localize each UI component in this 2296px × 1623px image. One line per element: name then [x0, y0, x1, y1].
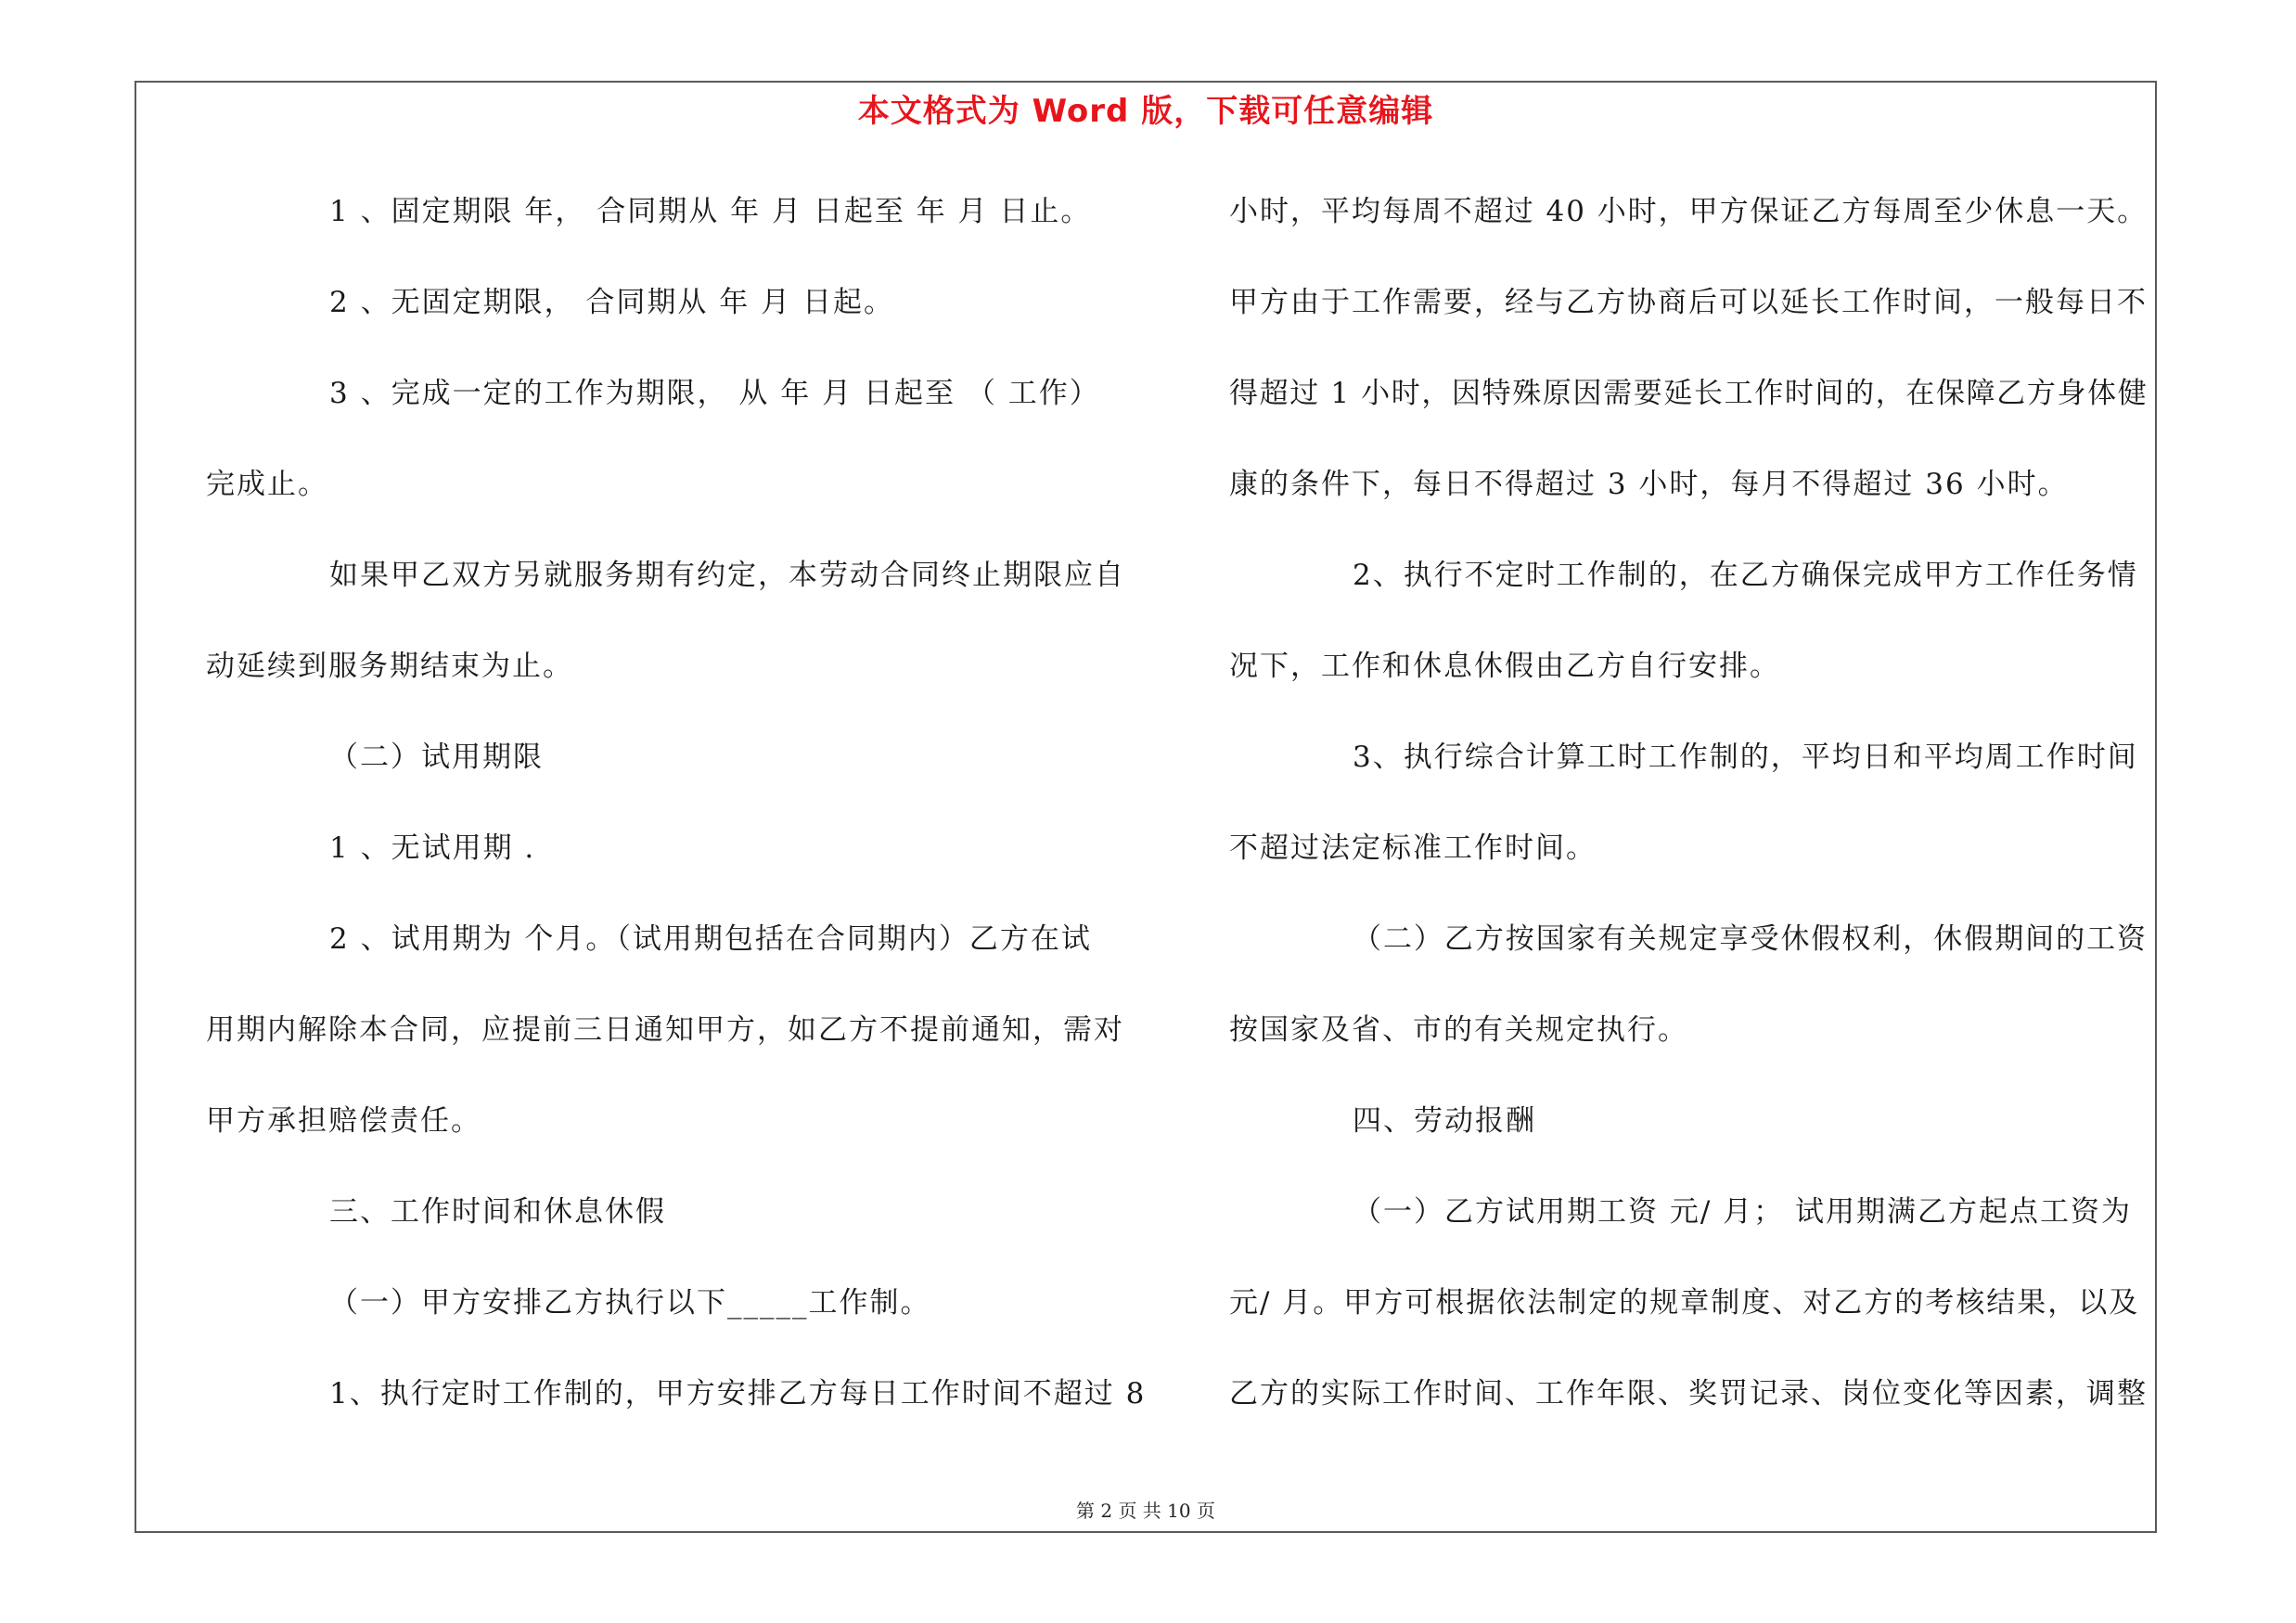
right-paragraph-line: 康的条件下，每日不得超过 3 小时，每月不得超过 36 小时。: [1229, 468, 2069, 501]
right-column: [1229, 184, 2148, 1457]
left-paragraph-line: 完成止。: [206, 468, 328, 501]
left-paragraph-line: （一）甲方安排乙方执行以下_____工作制。: [329, 1286, 931, 1320]
right-paragraph-line: 小时，平均每周不超过 40 小时，甲方保证乙方每周至少休息一天。: [1229, 195, 2148, 228]
left-paragraph-line: （二）试用期限: [329, 741, 544, 774]
left-paragraph-line: 甲方承担赔偿责任。: [206, 1104, 481, 1138]
right-paragraph-line: （一）乙方试用期工资 元/ 月； 试用期满乙方起点工资为: [1353, 1195, 2133, 1229]
right-paragraph-line: 3、执行综合计算工时工作制的，平均日和平均周工作时间: [1353, 741, 2138, 774]
left-paragraph-line: 2 、无固定期限， 合同期从 年 月 日起。: [329, 286, 894, 319]
right-paragraph-line: 得超过 1 小时，因特殊原因需要延长工作时间的，在保障乙方身体健: [1229, 377, 2148, 410]
right-paragraph-line: （二）乙方按国家有关规定享受休假权利，休假期间的工资: [1353, 922, 2148, 956]
left-paragraph-line: 1 、固定期限 年， 合同期从 年 月 日起至 年 月 日止。: [329, 195, 1092, 228]
right-paragraph-line: 四、劳动报酬: [1353, 1104, 1536, 1138]
right-paragraph-line: 2、执行不定时工作制的，在乙方确保完成甲方工作任务情: [1353, 559, 2138, 592]
left-paragraph-line: 动延续到服务期结束为止。: [206, 650, 573, 683]
left-paragraph-line: 1、执行定时工作制的，甲方安排乙方每日工作时间不超过 8: [329, 1377, 1147, 1410]
left-paragraph-line: 如果甲乙双方另就服务期有约定，本劳动合同终止期限应自: [329, 559, 1125, 592]
left-paragraph-line: 3 、完成一定的工作为期限， 从 年 月 日起至 （ 工作）: [329, 377, 1100, 410]
right-paragraph-line: 元/ 月。甲方可根据依法制定的规章制度、对乙方的考核结果，以及: [1229, 1286, 2140, 1320]
left-paragraph-line: 三、工作时间和休息休假: [329, 1195, 666, 1229]
left-paragraph-line: 2 、试用期为 个月。（试用期包括在合同期内）乙方在试: [329, 922, 1092, 956]
right-paragraph-line: 况下，工作和休息休假由乙方自行安排。: [1229, 650, 1780, 683]
header-banner: 本文格式为 Word 版，下载可任意编辑: [857, 93, 1434, 130]
right-paragraph-line: 甲方由于工作需要，经与乙方协商后可以延长工作时间，一般每日不: [1229, 286, 2148, 319]
page-number: 第 2 页 共 10 页: [1076, 1500, 1215, 1522]
left-paragraph-line: 1 、无试用期 .: [329, 831, 536, 865]
right-paragraph-line: 乙方的实际工作时间、工作年限、奖罚记录、岗位变化等因素，调整: [1229, 1377, 2148, 1410]
left-column: [206, 184, 1152, 1457]
left-paragraph-line: 用期内解除本合同，应提前三日通知甲方，如乙方不提前通知，需对: [206, 1013, 1124, 1047]
right-paragraph-line: 按国家及省、市的有关规定执行。: [1229, 1013, 1688, 1047]
right-paragraph-line: 不超过法定标准工作时间。: [1229, 831, 1597, 865]
